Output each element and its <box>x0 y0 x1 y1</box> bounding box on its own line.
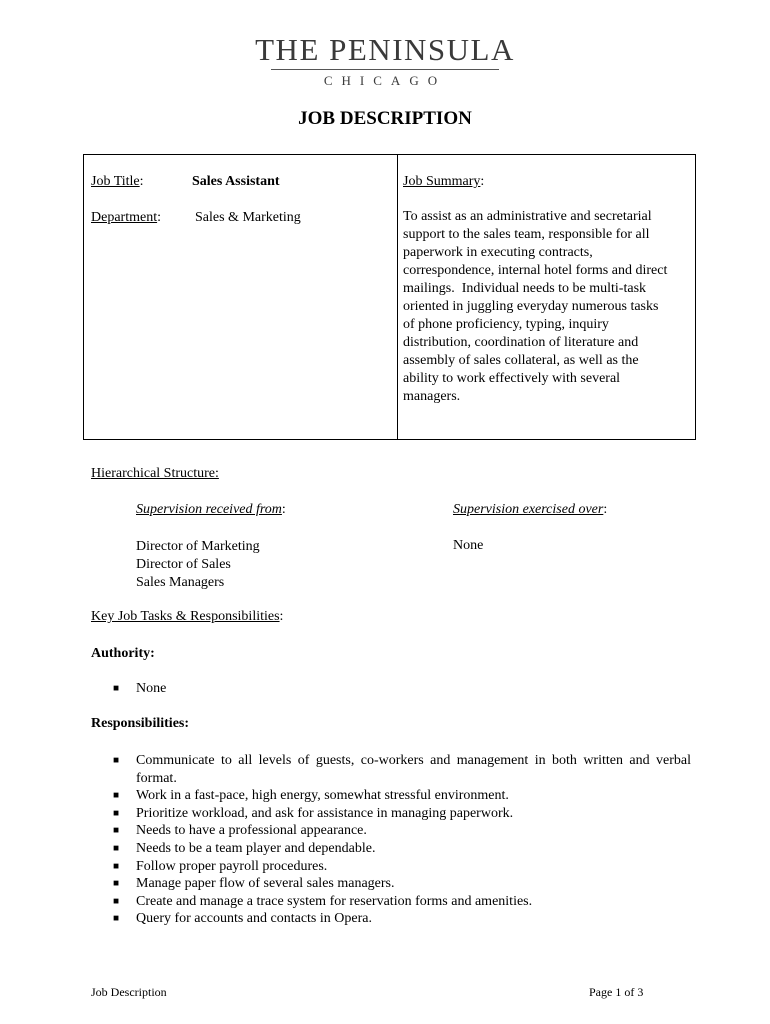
logo-wordmark: THE PENINSULA <box>255 32 515 67</box>
supervisor-item: Sales Managers <box>136 575 225 590</box>
list-item: ■ Needs to be a team player and dependable. <box>113 840 376 856</box>
responsibilities-list <box>91 752 691 928</box>
document-title: JOB DESCRIPTION <box>298 108 472 129</box>
list-item: ■ Prioritize workload, and ask for assistance in managing paperwork. <box>113 805 514 821</box>
job-summary-label-row: Job Summary: <box>403 174 485 189</box>
job-title-value: Sales Assistant <box>192 174 280 189</box>
footer-left: Job Description <box>91 985 167 999</box>
list-item: ■ None <box>113 681 167 696</box>
summary-line: support to the sales team, responsible for all <box>403 227 650 242</box>
logo-city: CHICAGO <box>323 73 447 88</box>
job-summary-label: Job Summary <box>403 174 481 189</box>
list-item: ■ Create and manage a trace system for reservation forms and amenities. <box>113 893 533 909</box>
summary-line: distribution, coordination of literature and <box>403 335 639 350</box>
job-title-label: Job Title <box>91 174 140 189</box>
bullet-square-icon: ■ <box>113 683 120 694</box>
summary-line: oriented in juggling everyday numerous tasks <box>403 299 659 314</box>
supervisor-item: Director of Sales <box>136 557 231 572</box>
hierarchy-heading: Hierarchical Structure: <box>91 466 219 481</box>
department-label: Department <box>91 210 158 225</box>
summary-line: paperwork in executing contracts, <box>403 245 593 260</box>
summary-line: of phone proficiency, typing, inquiry <box>403 317 609 332</box>
supervision-received-list <box>136 538 260 592</box>
authority-list <box>91 680 691 698</box>
bullet-square-icon: ■ <box>113 825 120 837</box>
list-item: ■ Communicate to all levels of guests, co-workers and management in both written and verbal format. <box>113 753 691 786</box>
supervisor-item: Director of Marketing <box>136 539 260 554</box>
bullet-square-icon: ■ <box>113 790 120 802</box>
page-number: Page 1 of 3 <box>589 985 644 999</box>
list-item: ■ Needs to have a professional appearance. <box>113 823 367 839</box>
bullet-square-icon: ■ <box>113 913 120 925</box>
summary-line: correspondence, internal hotel forms and direct <box>403 263 668 278</box>
job-summary-text <box>403 208 695 406</box>
supervision-exercised-label-row: Supervision exercised over: <box>453 502 608 517</box>
key-tasks-heading-row: Key Job Tasks & Responsibilities: <box>91 609 284 624</box>
supervision-exercised-value: None <box>453 538 484 553</box>
list-item: ■ Follow proper payroll procedures. <box>113 858 328 874</box>
bullet-square-icon: ■ <box>113 755 120 766</box>
authority-heading: Authority: <box>91 646 155 661</box>
summary-line: mailings. Individual needs to be multi-task <box>403 281 647 296</box>
summary-line: managers. <box>403 389 461 404</box>
responsibilities-heading: Responsibilities: <box>91 716 190 731</box>
list-item: ■ Work in a fast-pace, high energy, somewhat stressful environment. <box>113 788 509 804</box>
supervision-received-label-row: Supervision received from: <box>136 502 286 517</box>
key-tasks-heading: Key Job Tasks & Responsibilities <box>91 609 280 624</box>
department-value: Sales & Marketing <box>195 210 301 225</box>
summary-line: ability to work effectively with several <box>403 371 621 386</box>
job-title-label-row: Job Title: <box>91 174 144 189</box>
list-item: ■ Query for accounts and contacts in Opera. <box>113 911 372 927</box>
summary-table-divider <box>397 154 398 440</box>
supervision-exercised-label: Supervision exercised over <box>453 502 604 517</box>
bullet-square-icon: ■ <box>113 878 120 890</box>
summary-line: To assist as an administrative and secretarial <box>403 209 652 224</box>
bullet-square-icon: ■ <box>113 842 120 854</box>
bullet-square-icon: ■ <box>113 895 120 907</box>
bullet-square-icon: ■ <box>113 807 120 819</box>
logo-divider <box>271 69 499 70</box>
list-item: ■ Manage paper flow of several sales managers. <box>113 876 395 892</box>
department-label-row: Department: <box>91 210 161 225</box>
summary-line: assembly of sales collateral, as well as the <box>403 353 639 368</box>
bullet-square-icon: ■ <box>113 860 120 872</box>
supervision-received-label: Supervision received from <box>136 502 282 517</box>
